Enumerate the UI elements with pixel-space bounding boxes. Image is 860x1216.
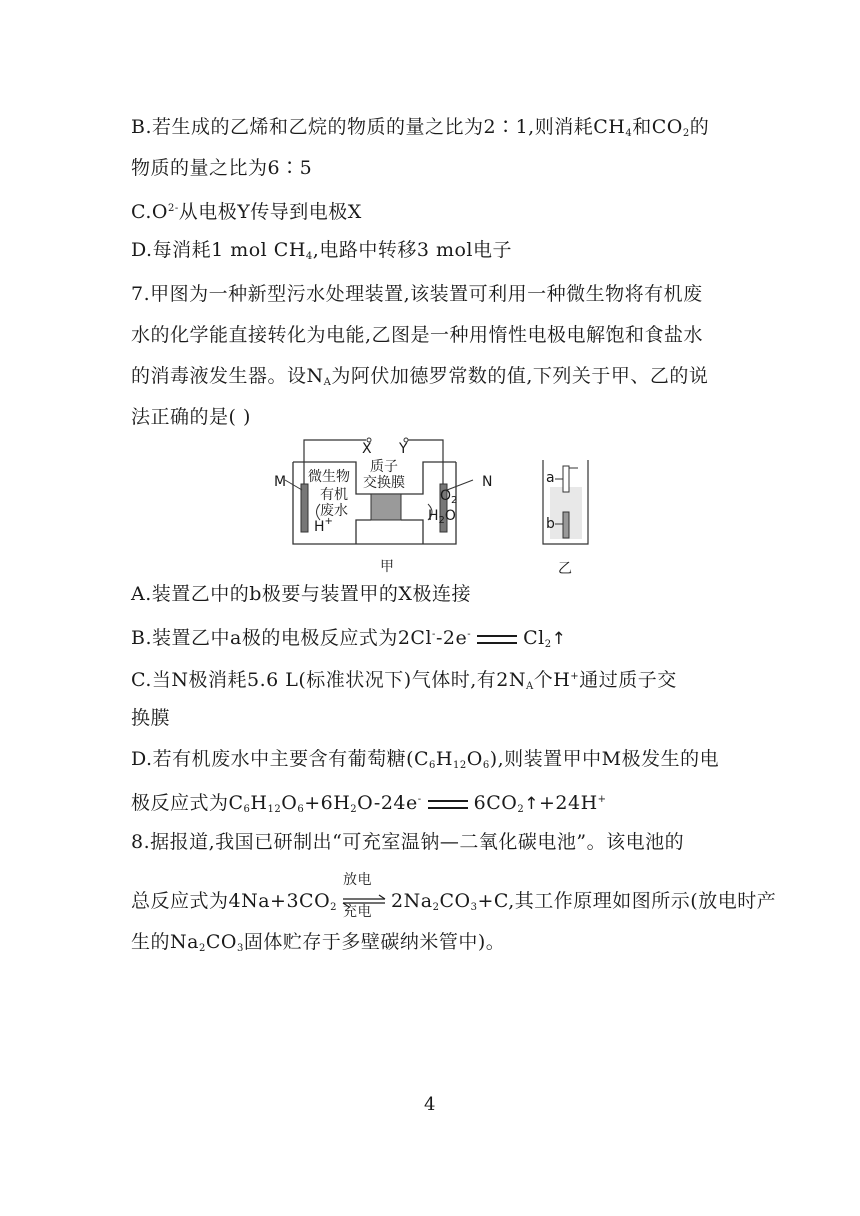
label-o2: $O_2$ bbox=[440, 488, 458, 506]
question-7-line-1: 7.甲图为一种新型污水处理装置,该装置可利用一种微生物将有机废 bbox=[131, 283, 703, 305]
q7-option-c-line-2: 换膜 bbox=[131, 707, 171, 729]
label-microbe: 微生物 bbox=[308, 469, 350, 485]
gas-arrow-icon: ↑ bbox=[524, 794, 539, 814]
caption-yi: 乙 bbox=[558, 561, 572, 577]
label-h2o: $H_2O$ bbox=[428, 508, 456, 526]
label-hplus: H+ bbox=[314, 516, 333, 535]
question-7-line-4: 法正确的是( ) bbox=[131, 406, 251, 428]
question-8-line-1: 8.据报道,我国已研制出“可充室温钠—二氧化碳电池”。该电池的 bbox=[131, 831, 685, 853]
question-7-line-2: 水的化学能直接转化为电能,乙图是一种用惰性电极电解饱和食盐水 bbox=[131, 324, 704, 346]
label-membrane-2: 交换膜 bbox=[363, 475, 405, 491]
equals-sign bbox=[477, 635, 517, 644]
label-N: N bbox=[482, 474, 493, 490]
label-M: M bbox=[274, 474, 287, 490]
apparatus-figure bbox=[268, 432, 608, 581]
label-b: b bbox=[546, 516, 555, 532]
reversible-arrow: 放电 充电 bbox=[341, 890, 387, 914]
equals-sign bbox=[428, 800, 468, 809]
label-membrane-1: 质子 bbox=[370, 459, 398, 475]
label-waste: 废水 bbox=[320, 503, 348, 519]
q7-option-c-line-1: C.当N极消耗5.6 L(标准状况下)气体时,有$2N_A$个H+通过质子交 bbox=[131, 669, 677, 692]
question-8-line-3: 生的$Na_2CO_3$固体贮存于多壁碳纳米管中)。 bbox=[131, 931, 506, 954]
label-Y: Y bbox=[399, 441, 408, 457]
q7-option-d-line-2: 极反应式为$C_6H_{12}O_6+6H_2O-24e^-$ $6CO_2↑+24H^+$ bbox=[131, 792, 607, 815]
q7-option-b: B.装置乙中a极的电极反应式为2Cl--2e- $Cl_2↑$ bbox=[131, 627, 567, 650]
label-organic: 有机 bbox=[320, 487, 348, 503]
caption-jia: 甲 bbox=[380, 559, 394, 575]
q7-option-a: A.装置乙中的b极要与装置甲的X极连接 bbox=[131, 583, 471, 605]
question-8-line-2: 总反应式为$4Na+3CO_2$ 放电 充电 $2Na_2CO_3+C$,其工作原理如图所示(放电时产 bbox=[131, 872, 777, 920]
q7-option-d-line-1: D.若有机废水中主要含有葡萄糖$(C_6H_{12}O_6)$,则装置甲中M极发生的电 bbox=[131, 748, 720, 771]
label-a: a bbox=[546, 470, 555, 486]
option-b-line-2: 物质的量之比为6∶5 bbox=[131, 157, 313, 179]
option-b-line-1: B.若生成的乙烯和乙烷的物质的量之比为2∶1,则消耗$CH_4$和$CO_2$的 bbox=[131, 116, 710, 139]
page-number: 4 bbox=[424, 1094, 436, 1115]
option-d: D.每消耗1 mol $CH_4$,电路中转移3 mol电子 bbox=[131, 239, 512, 262]
label-X: X bbox=[362, 441, 372, 457]
apparatus-diagram bbox=[268, 432, 608, 577]
gas-arrow-icon: ↑ bbox=[551, 629, 567, 649]
question-7-line-3: 的消毒液发生器。设$N_A$为阿伏加德罗常数的值,下列关于甲、乙的说 bbox=[131, 365, 709, 388]
option-c: $C.O^{2-}$从电极Y传导到电极X bbox=[131, 201, 362, 223]
